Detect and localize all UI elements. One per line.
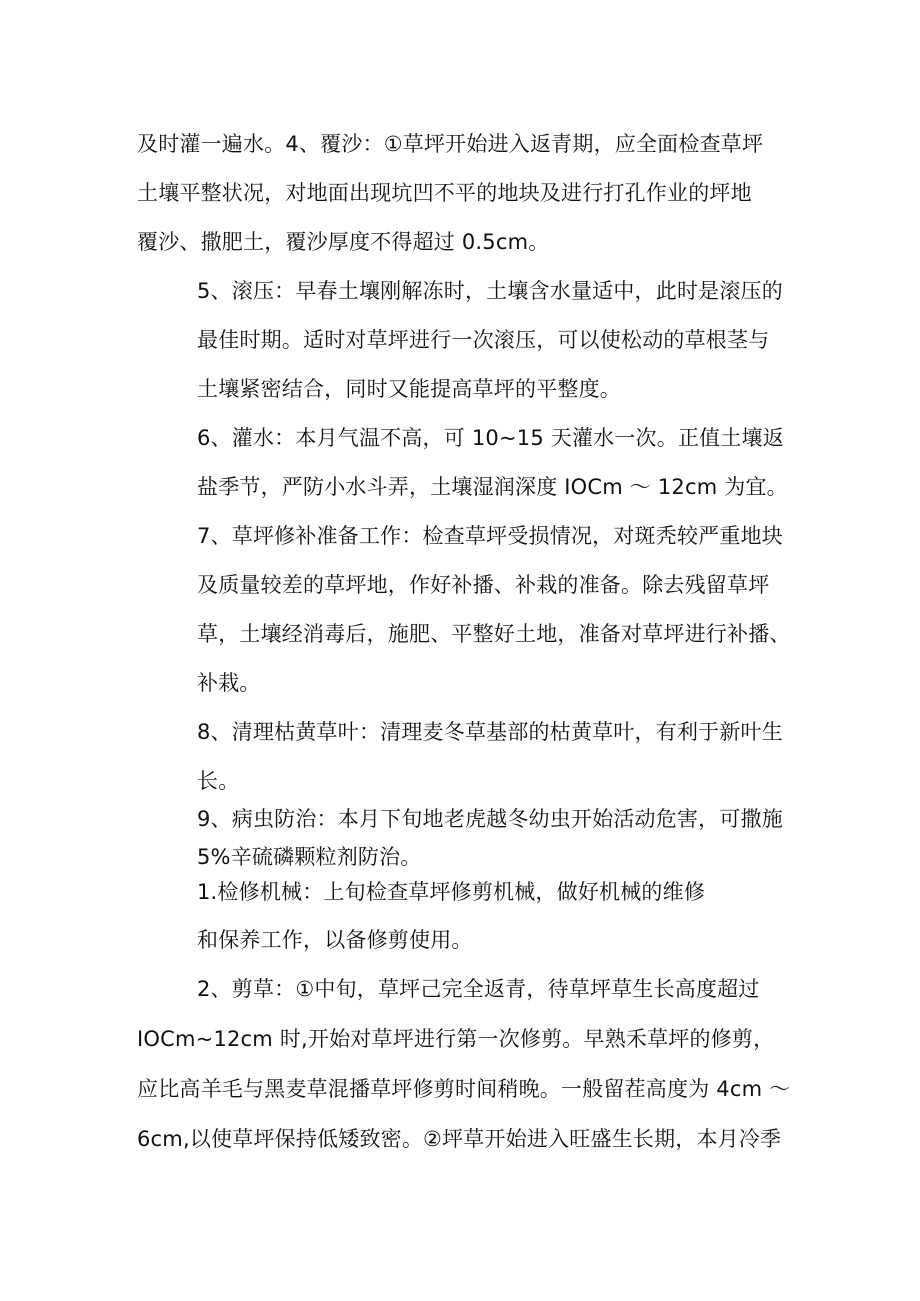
text-line: 草，土壤经消毒后，施肥、平整好土地，准备对草坪进行补播、 xyxy=(197,622,791,646)
text-line: 土壤紧密结合，同时又能提高草坪的平整度。 xyxy=(197,377,621,401)
text-line: 6、灌水：本月气温不高，可 10~15 天灌水一次。正值土壤返 xyxy=(197,426,784,450)
text-line: 6cm,以使草坪保持低矮致密。②坪草开始进入旺盛生长期，本月冷季 xyxy=(137,1127,782,1151)
text-line: 8、清理枯黄草叶：清理麦冬草基部的枯黄草叶，有利于新叶生 xyxy=(197,720,783,744)
text-line: 长。 xyxy=(197,769,240,793)
text-line: 9、病虫防治：本月下旬地老虎越冬幼虫开始活动危害，可撒施 xyxy=(197,807,783,831)
text-line: 和保养工作，以备修剪使用。 xyxy=(197,928,473,952)
text-line: 5%辛硫磷颗粒剂防治。 xyxy=(197,845,422,869)
text-line: 及时灌一遍水。4、覆沙：①草坪开始进入返青期，应全面检查草坪 xyxy=(137,132,764,156)
text-line: IOCm~12cm 时,开始对草坪进行第一次修剪。早熟禾草坪的修剪， xyxy=(137,1027,775,1051)
text-line: 土壤平整状况，对地面出现坑凹不平的地块及进行打孔作业的坪地 xyxy=(137,181,752,205)
text-line: 及质量较差的草坪地，作好补播、补栽的准备。除去残留草坪 xyxy=(197,573,770,597)
text-line: 应比高羊毛与黑麦草混播草坪修剪时间稍晚。一般留茬高度为 4cm ～ xyxy=(137,1077,791,1101)
text-line: 盐季节，严防小水斗弄，土壤湿润深度 IOCm ～ 12cm 为宜。 xyxy=(197,475,788,499)
text-line: 5、滚压：早春土壤刚解冻时，土壤含水量适中，此时是滚压的 xyxy=(197,279,783,303)
text-line: 2、剪草：①中旬，草坪己完全返青，待草坪草生长高度超过 xyxy=(197,977,760,1001)
text-line: 覆沙、撒肥土，覆沙厚度不得超过 0.5cm。 xyxy=(137,230,550,254)
text-line: 7、草坪修补准备工作：检查草坪受损情况，对斑秃较严重地块 xyxy=(197,524,783,548)
text-line: 最佳时期。适时对草坪进行一次滚压，可以使松动的草根茎与 xyxy=(197,328,770,352)
text-line: 1.检修机械：上旬检查草坪修剪机械，做好机械的维修 xyxy=(197,880,706,904)
text-line: 补栽。 xyxy=(197,671,261,695)
